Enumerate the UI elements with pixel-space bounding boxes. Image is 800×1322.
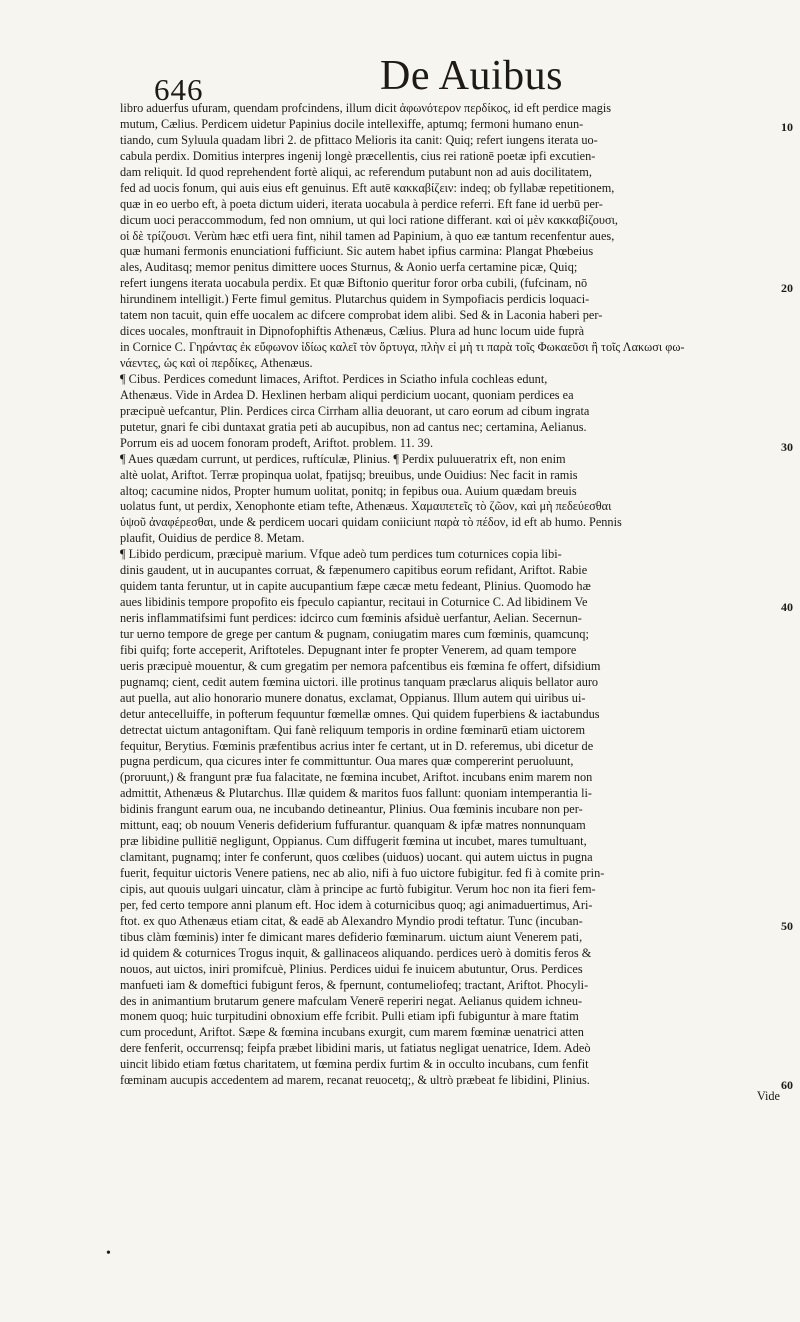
text-line: tibus clàm fœminis) inter fe dimicant mares defiderio fœminarum. uictum aiunt Venerem pati,: [120, 929, 583, 944]
text-line: ¶ Libido perdicum, præcipuè marium. Vfque adeò tum perdices tum coturnices copia libi-: [120, 547, 562, 562]
text-line: in Cornice C. Γηράντας ἐκ εὔφωνον ἰδίως καλεῖ τὸν ὄρτυγα, πλὴν εἰ μὴ τι παρὰ τοῖς Φωκαεῦσι ἢ τοῖς Λακωσι φω-: [120, 340, 685, 355]
text-line: admittit, Athenæus & Plutarchus. Illæ quidem & maritos fuos fallunt: quoniam intemperantia li-: [120, 786, 593, 801]
text-line: Vide: [756, 1089, 780, 1104]
text-line: per, fed certo tempore anni planum eft. Hoc idem à coturnicibus quoq; agi animaduertimus, Ari-: [120, 897, 593, 912]
text-line: cipis, aut quouis uulgari uincatur, clàm à principe ac furtò fubigitur. Verum hoc non ita fieri fem-: [120, 881, 596, 896]
text-line: dam reliquit. Id quod reprehendent fortè aliqui, ac referendum putabunt non ad auis docilitatem,: [120, 164, 592, 179]
text-line: ὑψοῦ ἀναφέρεσθαι, unde & perdicem uocari quidam coniiciunt παρὰ τὸ πέδον, id eft ab humo. Pennis: [120, 515, 622, 530]
text-line: libro aduerfus ufuram, quendam profcindens, illum dicit ἀφωνότερον περδίκος, id eft perdice magis: [120, 101, 612, 115]
text-line: altoq; cacumine nidos, Propter humum uolitat, ponitq; in fepibus oua. Auium quædam breuis: [120, 483, 577, 498]
text-line: οἱ δὲ τρίζουσι. Verùm hæc etfi uera fint, nihil tamen ad Papinium, à quo eæ tantum recenfentur aues,: [120, 228, 615, 243]
text-line: aues libidinis tempore propofito eis fpeculo capiantur, recitaui in Coturnice C. Ad libidinem Ve: [120, 595, 588, 610]
text-line: tur uerno tempore de grege per cantum & pugnam, coniugatim mares cum fœminis, quamcunq;: [120, 626, 589, 641]
text-line: dicum uoci peraccommodum, fed non omnium, ut qui loci ratione differant. καὶ οἱ μὲν κακκαβίζουσι,: [120, 212, 618, 227]
running-title: De Auibus: [380, 53, 563, 99]
text-line: aut puella, aut alio honorario munere donatus, exclamat, Oppianus. Illum autem qui uiribus ui-: [120, 690, 586, 705]
text-line: manfueti iam & domeftici fubigunt feros, & fpernunt, contumeliofeq; tractant, Ariftot. Phocyli-: [120, 977, 589, 992]
text-line: detur antecelluiffe, in pofterum fequuntur fœmellæ omnes. Qui quidem fuperbiens & iactabundus: [120, 706, 600, 721]
text-line: cum procedunt, Ariftot. Sæpe & fœmina incubans exurgit, cum marem fœminæ uenatrici atten: [120, 1025, 584, 1040]
text-line: bidinis frangunt earum oua, ne incubando detineantur, Plinius. Oua fœminis incubare non per-: [120, 802, 583, 817]
text-line: ¶ Aues quædam currunt, ut perdices, ruftículæ, Plinius. ¶ Perdix puluueratrix eft, non enim: [120, 451, 566, 466]
text-line: neris inflammatifsimi funt perdices: idcirco cum fœminis afsiduè uerfantur, Aelian. Secernun-: [120, 611, 582, 625]
text-line: præ libidine pullitiē negligunt, Oppianus. Cum diffugerit fœmina ut incubet, mares tumultuant,: [120, 834, 587, 849]
text-line: pugnamq; cient, cedit autem fœmina uictori. ille protinus tanquam præclarus aliquis bellator auro: [120, 674, 599, 689]
text-line: altè uolat, Ariftot. Terræ propinqua uolat, fpatijsq; breuibus, unde Ouidius: Nec facit in ramis: [120, 467, 578, 482]
text-line: uolatus funt, ut perdix, Xenophonte etiam tefte, Athenæus. Χαμαιπετεῖς τὸ ζῶον, καὶ μὴ πεδεύεσθαι: [120, 499, 612, 514]
margin-number: 10: [781, 120, 793, 134]
text-line: tiando, cum Syluula quadam libri 2. de pfittaco Melioris ita canit: Quiq; refert iungens iterata uo-: [120, 132, 598, 147]
page-number: 646: [154, 72, 204, 107]
text-line: mutum, Cælius. Perdicem uidetur Papinius docile intellexiffe, aptumq; fermoni humano enun-: [120, 116, 584, 131]
text-line: fœminam aucupis accedentem ad marem, recanat reuocetq;, & ultrò præbeat fe libidini, Plinius.: [120, 1073, 590, 1088]
text-line: uincit libido etiam fœtus charitatem, ut fœmina perdix furtim & in occulto incubans, cum fenfit: [120, 1057, 589, 1072]
text-line: dices uocales, monftrauit in Dipnofophiftis Athenæus, Cælius. Plura ad hunc locum uide fuprà: [120, 324, 585, 339]
text-line: fed ad uocis fonum, qui auis eius eft genuinus. Eft autē κακκαβίζειν: indeq; ob fyllabæ repetitionem,: [120, 180, 615, 195]
text-line: quæ humani fermonis enunciationi fufficiunt. Sic autem habet ipfius carmina: Plangat Phœbeius: [120, 244, 594, 259]
text-line: des in animantium brutarum genere mafculam Venerē reperiri negat. Aelianus quidem ichneu-: [120, 993, 583, 1008]
text-line: (proruunt,) & frangunt præ fua falacitate, ne fœmina incubet, Ariftot. incubans enim marem non: [120, 770, 593, 785]
text-line: Athenæus. Vide in Ardea D. Hexlinen herbam aliqui perdicium uocant, quoniam perdices ea: [120, 387, 574, 402]
text-line: fuerit, fequitur uictoris Venere patiens, nec ab alio, nifi à fuo uictore fubigitur. fed fi à comite prin-: [120, 866, 605, 880]
text-line: plaufit, Ouidius de perdice 8. Metam.: [120, 531, 305, 546]
text-line: clamitant, pugnamq; inter fe conferunt, quos cœlibes (uiduos) uocant. qui autem uictus in pugna: [120, 850, 593, 865]
text-line: ueris præcipuè mouentur, & cum gregatim per nemora pafcentibus eis fœmina fe offert, difsidium: [120, 658, 601, 673]
margin-number: 60: [781, 1078, 793, 1092]
text-line: dinis gaudent, ut in aucupantes corruat, & fæpenumero capitibus eorum refidant, Ariftot. Rabie: [120, 563, 588, 578]
page-header: [0, 52, 800, 107]
text-line: pugna perdicum, qua cicures inter fe committuntur. Oua mares quæ compererint peruoluunt,: [120, 754, 574, 769]
margin-number: 40: [781, 600, 793, 614]
margin-number: 20: [781, 281, 793, 295]
text-line: putetur, gnari fe cibi duntaxat gratia peti ab aucupibus, non ad cantus nec; certamina, Aelianus.: [120, 419, 587, 434]
text-line: tatem non tacuit, quin effe uocalem ac difcere comprobat idem alibi. Sed & in Laconia haberi per-: [120, 308, 603, 323]
text-line: quæ in eo uerbo eft, à poeta dictum uideri, iterata uocabula à perdice referri. Eft fane id uerbū per-: [120, 196, 603, 211]
text-line: ¶ Cibus. Perdices comedunt limaces, Ariftot. Perdices in Sciatho infula cochleas edunt,: [120, 371, 548, 386]
margin-bullet: •: [106, 1246, 111, 1261]
text-line: id quidem & coturnices Trogus inquit, & gallinaceos aliquando. perdices uerò à domitis feros &: [120, 945, 592, 960]
text-line: νάεντες, ὡς καὶ οἱ περδίκες, Athenæus.: [120, 356, 313, 370]
text-line: monem quoq; huic turpitudini obnoxium effe fcribit. Pulli etiam ipfi fubiguntur à mare ftatim: [120, 1009, 579, 1024]
text-line: cabula perdix. Domitius interpres ingenij longè præcellentis, cius rei rationē poetæ ipfi excutien-: [120, 148, 596, 163]
text-line: dere fenferit, occurrensq; feipfa præbet libidini maris, ut fatiatus negligat uenatrice, Idem. Adeò: [120, 1041, 591, 1056]
text-line: hirundinem intelligit.) Ferte fimul gemitus. Plutarchus quidem in Sympofiacis perdicis loquaci-: [120, 292, 590, 307]
text-line: refert iungens iterata uocabula perdix. Et quæ Biftonio queritur foror orba cubili, (fufcinam, nō: [120, 276, 588, 291]
text-body: [120, 101, 786, 1105]
text-line: mittunt, eaq; ob nouum Veneris defiderium fuffurantur. quanquam & ipfæ matres nonnunquam: [120, 818, 586, 833]
margin-number: 50: [781, 919, 793, 933]
text-line: detrectat uictum antagoniftam. Qui fanè reliquum temporis in ordine fœminarū etiam uictorem: [120, 722, 586, 737]
text-line: nouos, aut uictos, iniri promifcuè, Plinius. Perdices uidui fe inuicem abutuntur, Orus. Perdices: [120, 961, 583, 976]
text-line: ales, Auditasq; memor penitus dimittere uoces Sturnus, & Aonio uerfa certamine picæ, Quiq;: [120, 260, 578, 275]
text-line: Porrum eis ad uocem fonoram prodeft, Ariftot. problem. 11. 39.: [120, 435, 434, 450]
margin-number: 30: [781, 440, 793, 454]
text-line: fequitur, Berytius. Fœminis præfentibus acrius inter fe certant, ut in D. referemus, ubi dicetur de: [120, 738, 594, 753]
text-line: ftot. ex quo Athenæus etiam citat, & eadē ab Alexandro Myndio prodi teftatur. Tunc (incuban-: [120, 913, 583, 928]
text-line: præcipuè uefcantur, Plin. Perdices circa Cirrham allia deuorant, ut caro eorum ad cibum ingrata: [120, 403, 590, 418]
text-line: quidem tanta feruntur, ut in capite aucupantium fæpe cæcæ metu fedeant, Plinius. Quomodo hæ: [120, 579, 591, 594]
text-line: fibi quifq; forte acceperit, Ariftoteles. Depugnant inter fe propter Venerem, ad quam tempore: [120, 642, 577, 657]
